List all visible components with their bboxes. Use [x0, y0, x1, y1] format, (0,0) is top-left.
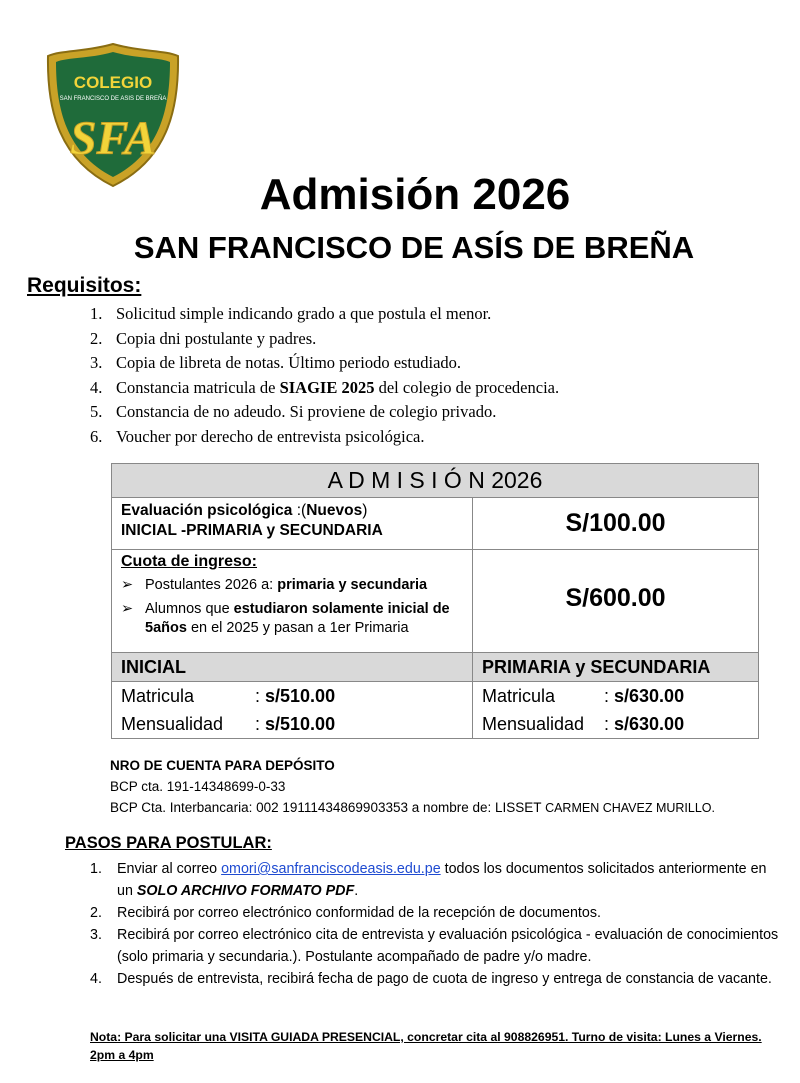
bank-heading: NRO DE CUENTA PARA DEPÓSITO: [110, 758, 335, 773]
list-item: 1. Solicitud simple indicando grado a que postula el menor.: [90, 304, 492, 323]
requisitos-heading: Requisitos:: [27, 274, 142, 297]
list-item: 3. Copia de libreta de notas. Último periodo estudiado.: [90, 353, 462, 373]
primaria-heading: PRIMARIA y SECUNDARIA: [473, 653, 759, 682]
requisitos-list: [90, 302, 559, 450]
cuota-price: S/600.00: [473, 550, 759, 653]
page-subtitle: SAN FRANCISCO DE ASÍS DE BREÑA: [133, 230, 695, 265]
list-item: 6. Voucher por derecho de entrevista psicológica.: [90, 426, 425, 446]
bank-account: BCP cta. 191-14348699-0-33: [110, 779, 286, 794]
list-item: ➢ Postulantes 2026 a: primaria y secundaria: [121, 577, 428, 593]
page-title: Admisión 2026: [259, 170, 571, 219]
list-item: 5. Constancia de no adeudo. Si proviene de colegio privado.: [90, 402, 497, 422]
logo-monogram: SFA: [69, 112, 157, 165]
list-item: ➢ Alumnos que estudiaron solamente inicial de 5años en el 2025 y pasan a 1er Primaria: [121, 601, 450, 636]
logo-ring-text: SAN FRANCISCO DE ASIS DE BREÑA: [59, 96, 167, 102]
admission-table: [111, 463, 759, 739]
primaria-prices: Matricula : s/630.00 Mensualidad : s/630.00: [473, 682, 759, 739]
arrow-bullet-icon: ➢: [121, 601, 134, 617]
cuota-label: Cuota de ingreso:: [121, 553, 258, 570]
inicial-prices: Matricula : s/510.00 Mensualidad : s/510.00: [112, 682, 473, 739]
pasos-list: [90, 858, 780, 990]
list-item: 2. Recibirá por correo electrónico conformidad de la recepción de documentos.: [90, 905, 601, 921]
list-item: 2. Copia dni postulante y padres.: [90, 328, 317, 348]
bank-interbank: BCP Cta. Interbancaria: 002 19111434869903353 a nombre de: LISSET CARMEN CHAVEZ MURILLO.: [110, 800, 715, 815]
list-item: 4. Constancia matricula de SIAGIE 2025 del colegio de procedencia.: [90, 377, 560, 397]
footer-note: Nota: Para solicitar una VISITA GUIADA PRESENCIAL, concretar cita al 908826951. Turno de visita: Lunes a Viernes. 2pm a 4pm: [90, 1030, 762, 1062]
eval-price: S/100.00: [473, 498, 759, 550]
cuota-cell: [112, 550, 473, 653]
email-link[interactable]: omori@sanfranciscodeasis.edu.pe: [221, 861, 441, 877]
table-header: A D M I S I Ó N 2026: [112, 464, 759, 498]
list-item: 4. Después de entrevista, recibirá fecha de pago de cuota de ingreso y entrega de constancia de vacante.: [90, 971, 772, 987]
list-item: 1. Enviar al correo omori@sanfranciscodeasis.edu.pe todos los documentos solicitados anteriormente en un SOLO ARCHIVO FORMATO PDF.: [90, 861, 767, 899]
pasos-heading: PASOS PARA POSTULAR:: [65, 834, 272, 852]
inicial-heading: INICIAL: [112, 653, 473, 682]
school-logo: [46, 42, 180, 188]
arrow-bullet-icon: ➢: [121, 577, 134, 593]
bank-info: [110, 755, 715, 819]
list-item: 3. Recibirá por correo electrónico cita de entrevista y evaluación psicológica - evaluación de conocimientos (solo primaria y secundaria.). Postulante acompañado de padre y/o madre.: [90, 927, 779, 965]
eval-cell: Evaluación psicológica :(Nuevos) INICIAL -PRIMARIA y SECUNDARIA: [112, 498, 473, 550]
logo-top-text: COLEGIO: [73, 73, 153, 92]
